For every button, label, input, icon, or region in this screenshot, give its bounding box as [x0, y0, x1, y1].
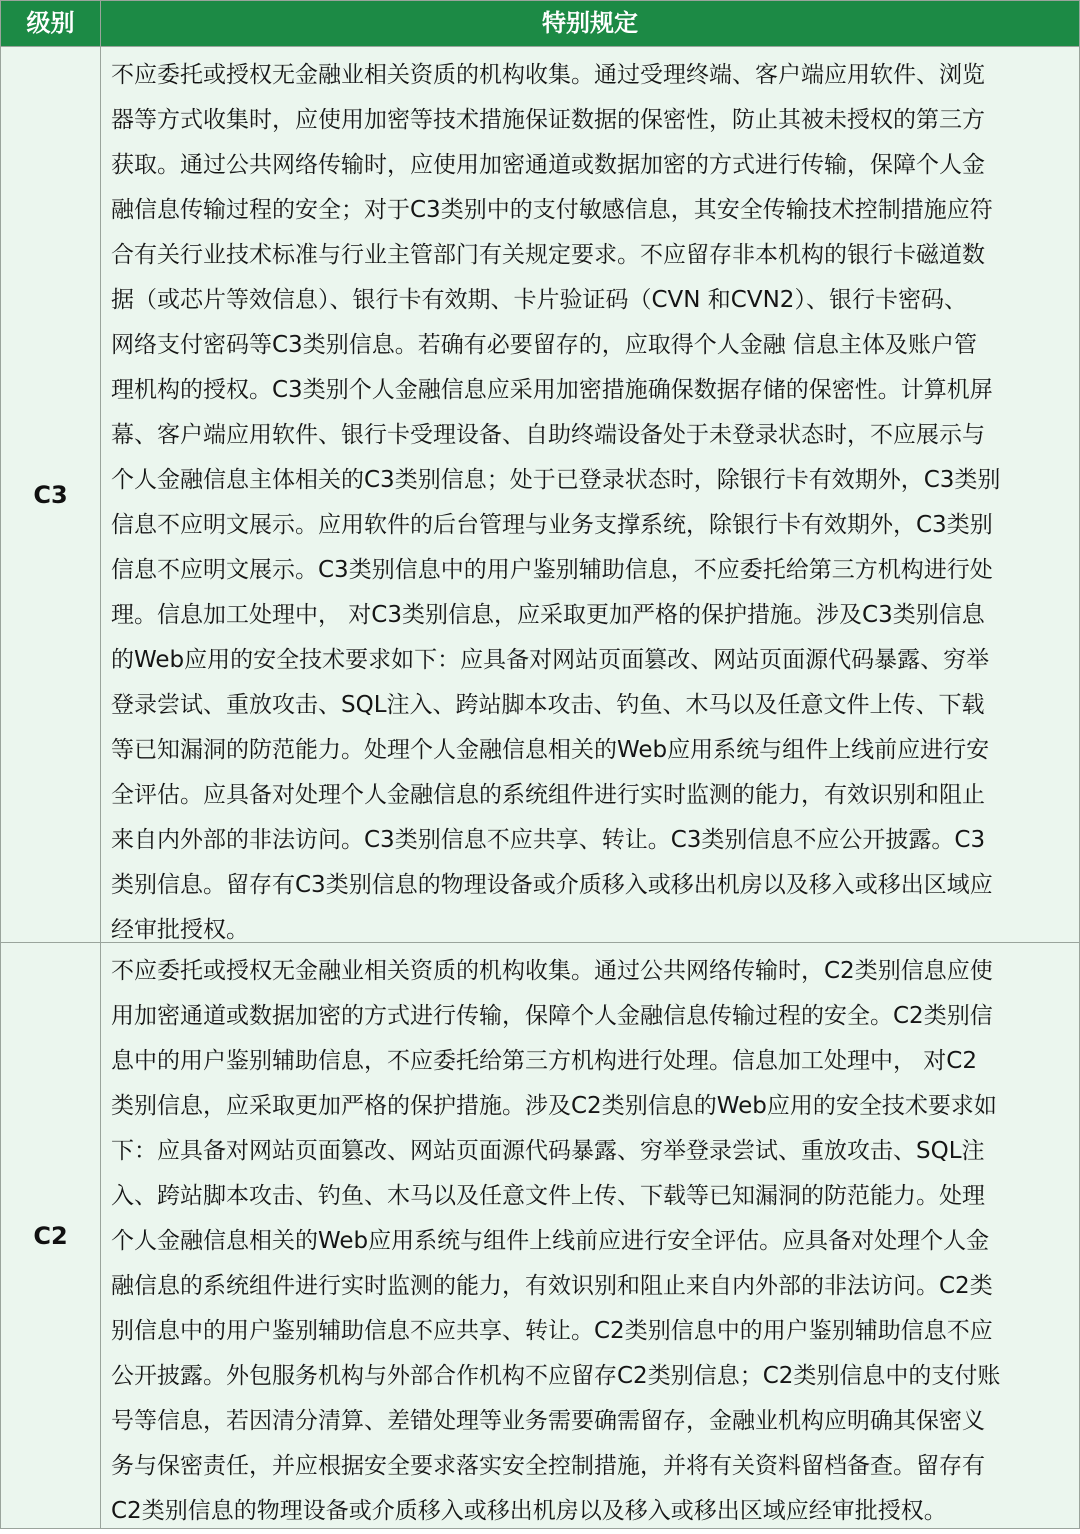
rule-line: 信息不应明文展示。C3类别信息中的用户鉴别辅助信息，不应委托给第三方机构进行处	[111, 557, 993, 583]
rule-line: 类别信息。留存有C3类别信息的物理设备或介质移入或移出机房以及移入或移出区域应	[111, 872, 993, 898]
rule-line: 幕、客户端应用软件、银行卡受理设备、自助终端设备处于未登录状态时，不应展示与	[111, 422, 985, 448]
level-cell: C3	[1, 47, 101, 942]
rule-line: 据（或芯片等效信息）、银行卡有效期、卡片验证码（CVN 和CVN2）、银行卡密码、	[111, 287, 967, 313]
table-row-c3	[1, 47, 1079, 943]
rule-line: 登录尝试、重放攻击、SQL注入、跨站脚本攻击、钓鱼、木马以及任意文件上传、下载	[111, 692, 985, 718]
rule-line: 理机构的授权。C3类别个人金融信息应采用加密措施确保数据存储的保密性。计算机屏	[111, 377, 993, 403]
header-level: 级别	[1, 1, 101, 46]
rule-line: 全评估。应具备对处理个人金融信息的系统组件进行实时监测的能力，有效识别和阻止	[111, 782, 985, 808]
rule-line: 务与保密责任，并应根据安全要求落实安全控制措施，并将有关资料留档备查。留存有	[111, 1453, 985, 1479]
rule-line: 器等方式收集时，应使用加密等技术措施保证数据的保密性，防止其被未授权的第三方	[111, 107, 985, 133]
rule-line: 类别信息，应采取更加严格的保护措施。涉及C2类别信息的Web应用的安全技术要求如	[111, 1093, 997, 1119]
rule-line: 合有关行业技术标准与行业主管部门有关规定要求。不应留存非本机构的银行卡磁道数	[111, 242, 985, 268]
rule-line: 网络支付密码等C3类别信息。若确有必要留存的，应取得个人金融 信息主体及账户管	[111, 332, 978, 358]
rule-line: 的Web应用的安全技术要求如下：应具备对网站页面篡改、网站页面源代码暴露、穷举	[111, 647, 990, 673]
rule-line: 来自内外部的非法访问。C3类别信息不应共享、转让。C3类别信息不应公开披露。C3	[111, 827, 986, 853]
rule-cell	[111, 949, 1073, 1534]
header-rules: 特别规定	[542, 9, 638, 37]
rule-line: 个人金融信息主体相关的C3类别信息；处于已登录状态时，除银行卡有效期外，C3类别	[111, 467, 1001, 493]
rule-line: 公开披露。外包服务机构与外部合作机构不应留存C2类别信息；C2类别信息中的支付账	[111, 1363, 1001, 1389]
rule-line: 息中的用户鉴别辅助信息，不应委托给第三方机构进行处理。信息加工处理中， 对C2	[111, 1048, 978, 1074]
rule-line: 号等信息，若因清分清算、差错处理等业务需要确需留存，金融业机构应明确其保密义	[111, 1408, 985, 1434]
rule-cell	[111, 53, 1073, 953]
rule-line: 融信息的系统组件进行实时监测的能力，有效识别和阻止来自内外部的非法访问。C2类	[111, 1273, 993, 1299]
rule-line: 融信息传输过程的安全；对于C3类别中的支付敏感信息，其安全传输技术控制措施应符	[111, 197, 993, 223]
rule-line: 不应委托或授权无金融业相关资质的机构收集。通过受理终端、客户端应用软件、浏览	[111, 62, 985, 88]
rule-line: C2类别信息的物理设备或介质移入或移出机房以及移入或移出区域应经审批授权。	[111, 1498, 947, 1524]
rule-line: 等已知漏洞的防范能力。处理个人金融信息相关的Web应用系统与组件上线前应进行安	[111, 737, 990, 763]
rule-line: 信息不应明文展示。应用软件的后台管理与业务支撑系统，除银行卡有效期外，C3类别	[111, 512, 993, 538]
rule-line: 获取。通过公共网络传输时，应使用加密通道或数据加密的方式进行传输，保障个人金	[111, 152, 985, 178]
rule-line: 下：应具备对网站页面篡改、网站页面源代码暴露、穷举登录尝试、重放攻击、SQL注	[111, 1138, 985, 1164]
rule-line: 入、跨站脚本攻击、钓鱼、木马以及任意文件上传、下载等已知漏洞的防范能力。处理	[111, 1183, 985, 1209]
rule-line: 别信息中的用户鉴别辅助信息不应共享、转让。C2类别信息中的用户鉴别辅助信息不应	[111, 1318, 993, 1344]
rule-line: 理。信息加工处理中， 对C3类别信息，应采取更加严格的保护措施。涉及C3类别信息	[111, 602, 985, 628]
level-cell: C2	[1, 943, 101, 1529]
table-header	[1, 1, 1079, 47]
rule-line: 不应委托或授权无金融业相关资质的机构收集。通过公共网络传输时，C2类别信息应使	[111, 958, 993, 984]
rule-line: 经审批授权。	[111, 917, 249, 943]
rule-line: 个人金融信息相关的Web应用系统与组件上线前应进行安全评估。应具备对处理个人金	[111, 1228, 990, 1254]
rule-line: 用加密通道或数据加密的方式进行传输，保障个人金融信息传输过程的安全。C2类别信	[111, 1003, 993, 1029]
table-row-c2	[1, 943, 1079, 1529]
